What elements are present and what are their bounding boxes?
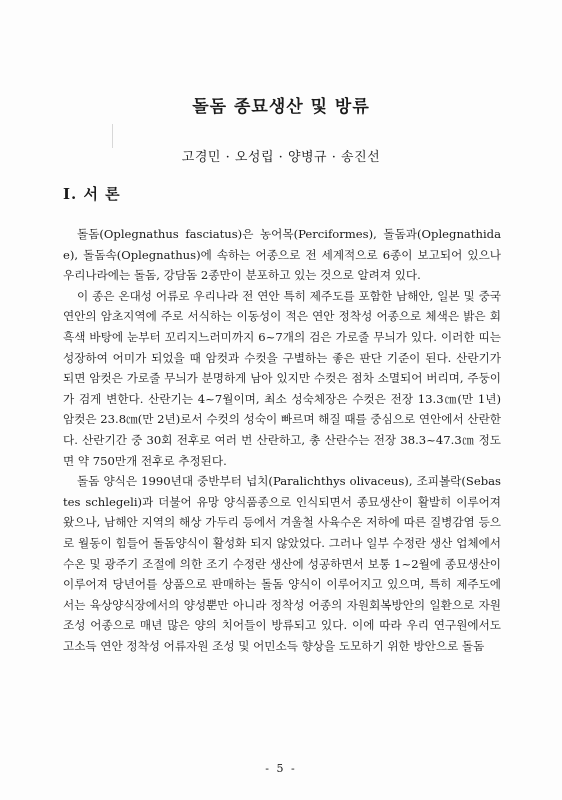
paragraph: 돌돔(Oplegnathus fasciatus)은 농어목(Perciformes), 돌돔과(Oplegnathidae), 돌돔속(Oplegnathus)에 속하는 어종으로 전 세계적으로 6종이 보고되어 있으나 우리나라에는 돌돔, 강담돔 2종만이 분포하고 있는 것으로 알려져 있다. [63,227,501,283]
document-title: 돌돔 종묘생산 및 방류 [192,97,370,117]
paragraph: 돌돔 양식은 1990년대 중반부터 넙치(Paralichthys olivaceus), 조피볼락(Sebastes schlegeli)과 더불어 유망 양식품종으로 인식되면서 종묘생산이 활발히 이루어져 왔으나, 남해안 지역의 해상 가두리 등에서 겨울철 사육수온 저하에 따른 질병감염 등으로 월동이 힘들어 돌돔양식이 활성화 되지 않았었다. 그러나 일부 수정란 생산 업체에서 수온 및 광주기 조절에 의한 조기 수정란 생산에 성공하면서 보통 1~2월에 종묘생산이 이루어져 당년어를 상품으로 판매하는 돌돔 양식이 이루어지고 있으며, 특히 제주도에서는 육상양식장에서의 양성뿐만 아니라 정착성 어종의 자원회복방안의 일환으로 자원조성 어종으로 매년 많은 양의 치어들이 방류되고 있다. 이에 따라 우리 연구원에서도 고소득 연안 정착성 어류자원 조성 및 어민소득 향상을 도모하기 위한 방안으로 돌돔 [63,474,501,653]
paragraph: 이 종은 온대성 어류로 우리나라 전 연안 특히 제주도를 포함한 남해안, 일본 및 중국 연안의 암초지역에 주로 서식하는 이동성이 적은 연안 정착성 어종으로 체색은 밝은 회흑색 바탕에 눈부터 꼬리지느러미까지 6~7개의 검은 가로줄 무늬가 있다. 이러한 띠는 성장하여 어미가 되었을 때 암컷과 수컷을 구별하는 좋은 판단 기준이 된다. 산란기가 되면 암컷은 가로줄 무늬가 분명하게 남아 있지만 수컷은 점차 소멸되어 버리며, 주둥이가 검게 변한다. 산란기는 4~7월이며, 최소 성숙체장은 수컷은 전장 13.3㎝(만 1년) 암컷은 23.8㎝(만 2년)로서 수컷의 성숙이 빠르며 해질 때를 중심으로 연안에서 산란한다. 산란기간 중 30회 전후로 여러 번 산란하고, 총 산란수는 전장 38.3~47.3㎝ 정도면 약 750만개 전후로 추정된다. [63,288,501,468]
section-heading: I. 서 론 [63,185,121,203]
page-number: - 5 - [265,762,297,775]
body-text [63,224,501,656]
author-list: 고경민 · 오성립 · 양병규 · 송진선 [181,150,381,165]
margin-mark [112,124,113,148]
